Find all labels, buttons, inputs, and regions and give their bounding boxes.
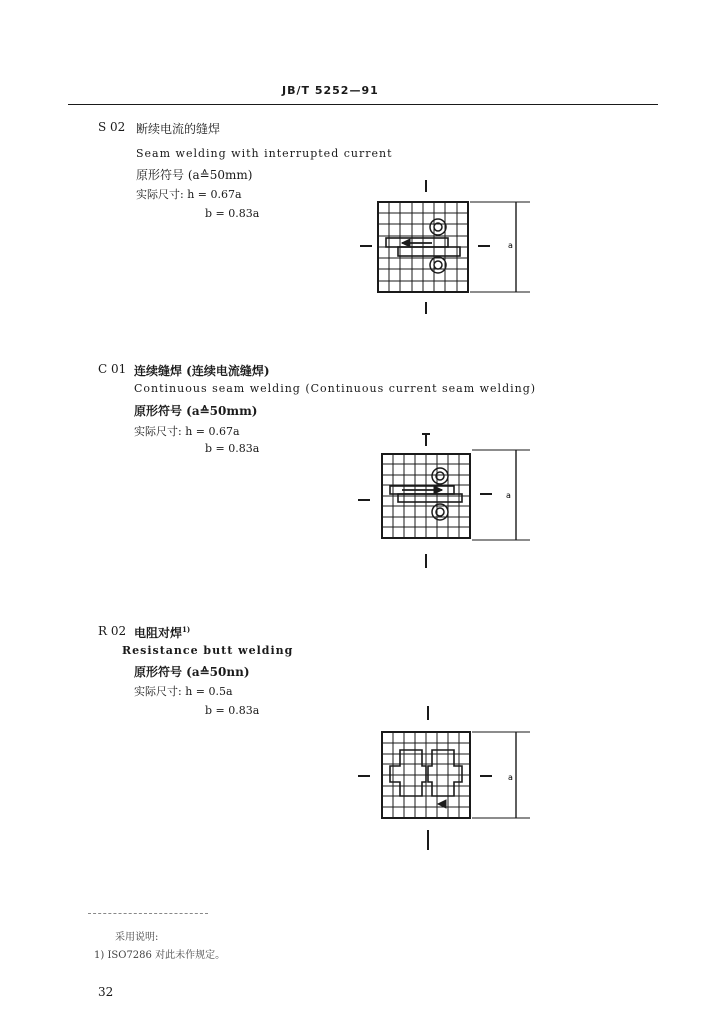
symbol-figure-c01 (350, 428, 540, 578)
symbol-size: 原形符号 (a≙50nn) (134, 665, 250, 679)
section-title-cn: 连续缝焊 (连续电流缝焊) (134, 364, 270, 378)
page-number: 32 (98, 985, 114, 999)
dimension-b: b = 0.83a (205, 442, 260, 455)
section-title-en: Seam welding with interrupted current (136, 147, 393, 160)
dimension-label: a (506, 491, 511, 500)
header-rule (68, 104, 658, 105)
footnote-text: 1) ISO7286 对此未作规定。 (94, 950, 226, 961)
section-title-cn: 电阻对焊$^{1)}$ (134, 625, 191, 640)
footnote-heading: 采用说明: (115, 932, 159, 943)
dimension-b: b = 0.83a (205, 207, 260, 220)
dimension-h: 实际尺寸: h = 0.67a (136, 188, 242, 201)
footnote-rule (88, 913, 208, 914)
section-title-en: Resistance butt welding (122, 644, 294, 657)
standard-number: JB/T 5252—91 (282, 84, 379, 97)
dimension-label: a (508, 773, 513, 782)
section-title-en: Continuous seam welding (Continuous current seam welding) (134, 382, 537, 395)
symbol-figure-r02 (350, 700, 540, 855)
dimension-h: 实际尺寸: h = 0.67a (134, 425, 240, 438)
section-code: C 01 (98, 362, 127, 376)
dimension-label: a (508, 241, 513, 250)
dimension-b: b = 0.83a (205, 704, 260, 717)
section-code: R 02 (98, 624, 127, 638)
symbol-figure-s02 (350, 172, 540, 322)
dimension-h: 实际尺寸: h = 0.5a (134, 685, 233, 698)
symbol-size: 原形符号 (a≙50mm) (134, 404, 258, 418)
symbol-size: 原形符号 (a≙50mm) (136, 168, 253, 182)
section-code: S 02 (98, 120, 126, 134)
section-title-cn: 断续电流的缝焊 (136, 122, 221, 136)
footnote-marker: 1) (182, 625, 191, 634)
